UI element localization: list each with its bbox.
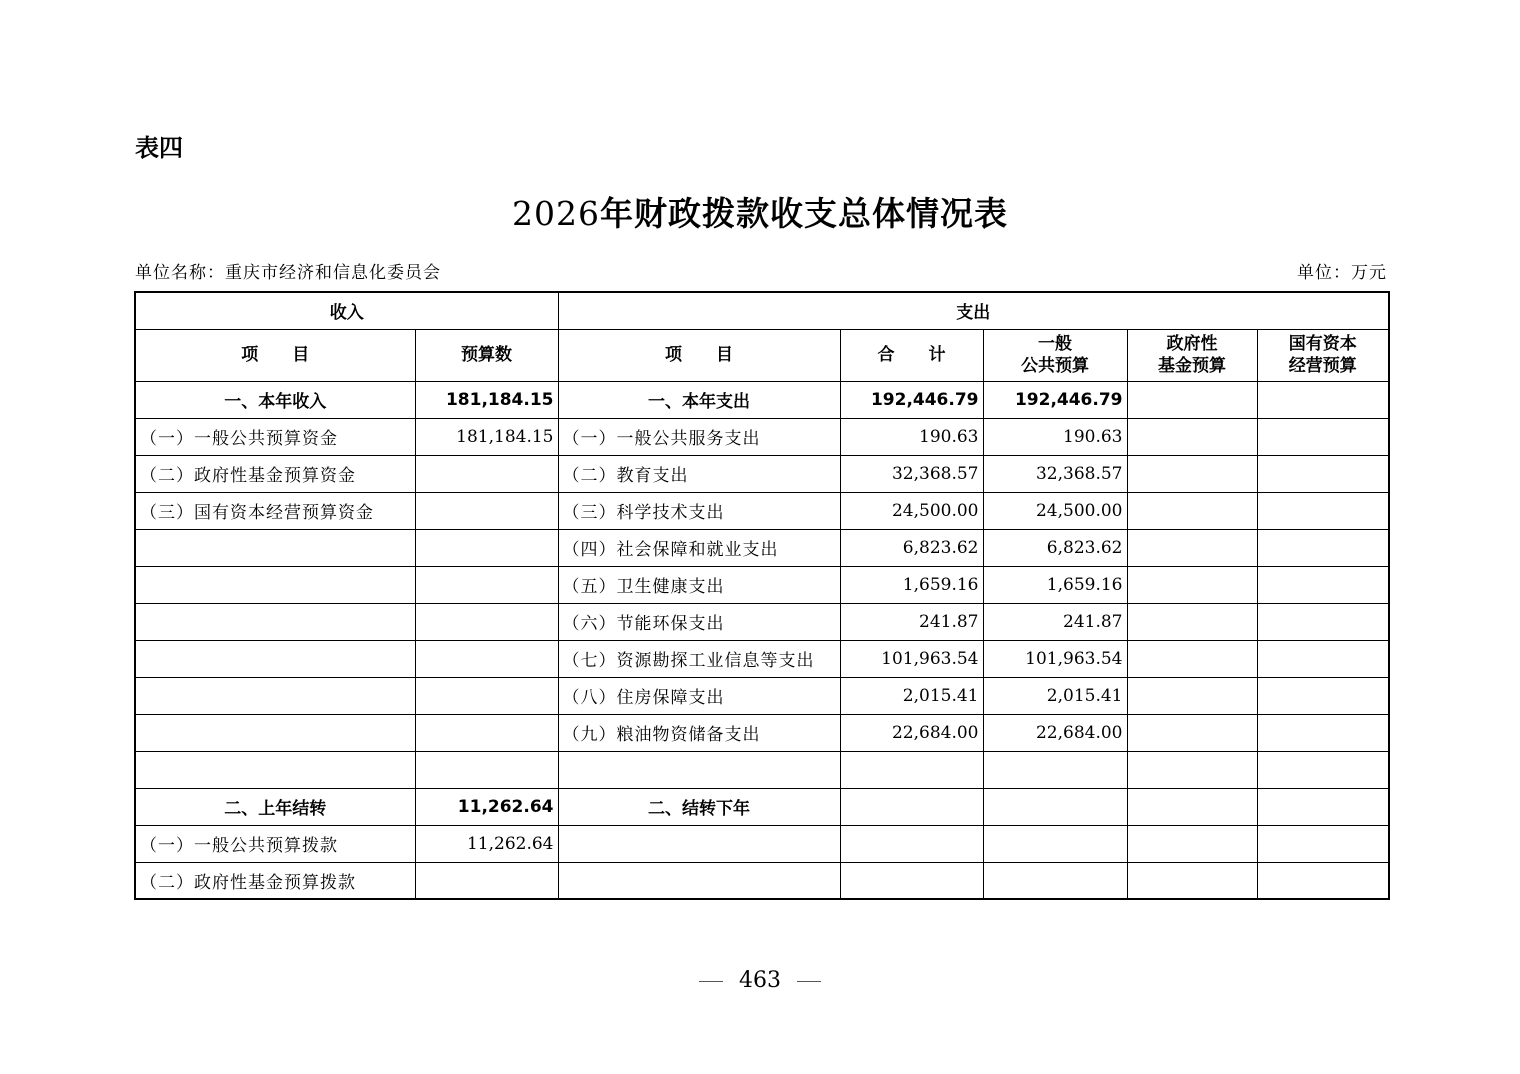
income-item — [135, 566, 415, 603]
expense-general: 32,368.57 — [983, 455, 1127, 492]
table-row — [135, 381, 1389, 418]
col-header-budget: 预算数 — [415, 329, 558, 381]
expense-fund — [1127, 529, 1257, 566]
expense-state — [1257, 492, 1389, 529]
expense-fund — [1127, 566, 1257, 603]
expense-state — [1257, 751, 1389, 788]
expense-total — [840, 788, 983, 825]
table-row — [135, 825, 1389, 862]
income-value: 181,184.15 — [415, 381, 558, 418]
income-value — [415, 640, 558, 677]
expense-general: 192,446.79 — [983, 381, 1127, 418]
income-item — [135, 640, 415, 677]
income-item: （一）一般公共预算资金 — [135, 418, 415, 455]
income-item: （三）国有资本经营预算资金 — [135, 492, 415, 529]
expense-item: （一）一般公共服务支出 — [558, 418, 840, 455]
expense-fund — [1127, 640, 1257, 677]
expense-item — [558, 862, 840, 899]
page-dash-left — [699, 981, 723, 982]
expense-state — [1257, 603, 1389, 640]
header-income: 收入 — [135, 292, 558, 329]
income-item: （二）政府性基金预算资金 — [135, 455, 415, 492]
income-value — [415, 603, 558, 640]
expense-state — [1257, 529, 1389, 566]
income-item — [135, 714, 415, 751]
page-number — [0, 968, 1520, 993]
expense-item: （九）粮油物资储备支出 — [558, 714, 840, 751]
expense-general: 190.63 — [983, 418, 1127, 455]
header-row-2 — [135, 329, 1389, 381]
expense-general — [983, 825, 1127, 862]
expense-fund — [1127, 788, 1257, 825]
table-row — [135, 455, 1389, 492]
income-item — [135, 751, 415, 788]
income-value — [415, 492, 558, 529]
expense-general — [983, 788, 1127, 825]
income-value — [415, 862, 558, 899]
expense-total: 241.87 — [840, 603, 983, 640]
expense-state — [1257, 640, 1389, 677]
col-header-state-line1: 国有资本 — [1288, 334, 1357, 354]
income-value — [415, 566, 558, 603]
header-row-1 — [135, 292, 1389, 329]
income-item: 一、本年收入 — [135, 381, 415, 418]
income-value — [415, 455, 558, 492]
expense-total: 22,684.00 — [840, 714, 983, 751]
table-label: 表四 — [135, 134, 183, 162]
expense-general: 24,500.00 — [983, 492, 1127, 529]
col-header-fund — [1127, 329, 1257, 381]
page-number-text: 463 — [739, 968, 781, 993]
expense-total — [840, 751, 983, 788]
page-dash-right — [797, 981, 821, 982]
expense-general — [983, 862, 1127, 899]
table-row — [135, 492, 1389, 529]
income-item — [135, 603, 415, 640]
expense-item: （五）卫生健康支出 — [558, 566, 840, 603]
income-item — [135, 677, 415, 714]
expense-item: 二、结转下年 — [558, 788, 840, 825]
expense-total: 190.63 — [840, 418, 983, 455]
expense-total — [840, 862, 983, 899]
expense-general: 2,015.41 — [983, 677, 1127, 714]
income-value: 181,184.15 — [415, 418, 558, 455]
table-row — [135, 862, 1389, 899]
income-value — [415, 751, 558, 788]
expense-total: 192,446.79 — [840, 381, 983, 418]
col-header-general-line2: 公共预算 — [1021, 356, 1089, 376]
expense-item: （四）社会保障和就业支出 — [558, 529, 840, 566]
expense-fund — [1127, 714, 1257, 751]
expense-general: 1,659.16 — [983, 566, 1127, 603]
expense-total: 32,368.57 — [840, 455, 983, 492]
expense-item — [558, 825, 840, 862]
expense-item: （二）教育支出 — [558, 455, 840, 492]
table-row — [135, 566, 1389, 603]
income-item: 二、上年结转 — [135, 788, 415, 825]
expense-fund — [1127, 825, 1257, 862]
col-header-state — [1257, 329, 1389, 381]
budget-table — [134, 291, 1390, 900]
expense-fund — [1127, 751, 1257, 788]
expense-item: （三）科学技术支出 — [558, 492, 840, 529]
expense-general: 22,684.00 — [983, 714, 1127, 751]
expense-total: 24,500.00 — [840, 492, 983, 529]
income-value — [415, 714, 558, 751]
table-row — [135, 529, 1389, 566]
expense-fund — [1127, 677, 1257, 714]
expense-total — [840, 825, 983, 862]
expense-item: （六）节能环保支出 — [558, 603, 840, 640]
expense-state — [1257, 714, 1389, 751]
expense-state — [1257, 862, 1389, 899]
col-header-fund-line2: 基金预算 — [1158, 356, 1226, 376]
table-row — [135, 788, 1389, 825]
table-row — [135, 714, 1389, 751]
table-row — [135, 418, 1389, 455]
currency-unit: 单位：万元 — [1297, 263, 1387, 283]
table-row — [135, 640, 1389, 677]
expense-item: （八）住房保障支出 — [558, 677, 840, 714]
col-header-item: 项 目 — [135, 329, 415, 381]
table-row — [135, 751, 1389, 788]
title-text: 年财政拨款收支总体情况表 — [599, 194, 1008, 233]
col-header-fund-line1: 政府性 — [1166, 334, 1218, 354]
income-item: （一）一般公共预算拨款 — [135, 825, 415, 862]
col-header-state-line2: 经营预算 — [1288, 356, 1357, 376]
expense-fund — [1127, 862, 1257, 899]
income-item: （二）政府性基金预算拨款 — [135, 862, 415, 899]
expense-state — [1257, 677, 1389, 714]
expense-item: （七）资源勘探工业信息等支出 — [558, 640, 840, 677]
expense-fund — [1127, 418, 1257, 455]
col-header-general-line1: 一般 — [1038, 334, 1072, 354]
expense-general — [983, 751, 1127, 788]
expense-fund — [1127, 492, 1257, 529]
expense-general: 6,823.62 — [983, 529, 1127, 566]
expense-total: 101,963.54 — [840, 640, 983, 677]
unit-name: 单位名称：重庆市经济和信息化委员会 — [135, 263, 441, 283]
page-title — [0, 188, 1520, 235]
expense-state — [1257, 418, 1389, 455]
col-header-item2: 项 目 — [558, 329, 840, 381]
expense-fund — [1127, 381, 1257, 418]
expense-general: 241.87 — [983, 603, 1127, 640]
income-value: 11,262.64 — [415, 788, 558, 825]
expense-state — [1257, 455, 1389, 492]
col-header-general — [983, 329, 1127, 381]
col-header-total: 合 计 — [840, 329, 983, 381]
expense-fund — [1127, 455, 1257, 492]
header-expense: 支出 — [558, 292, 1389, 329]
title-year: 2026 — [512, 194, 600, 233]
table-row — [135, 603, 1389, 640]
expense-state — [1257, 381, 1389, 418]
expense-fund — [1127, 603, 1257, 640]
expense-state — [1257, 825, 1389, 862]
expense-total: 2,015.41 — [840, 677, 983, 714]
expense-item: 一、本年支出 — [558, 381, 840, 418]
income-value — [415, 677, 558, 714]
income-value — [415, 529, 558, 566]
expense-state — [1257, 566, 1389, 603]
expense-state — [1257, 788, 1389, 825]
table-row — [135, 677, 1389, 714]
expense-total: 6,823.62 — [840, 529, 983, 566]
expense-item — [558, 751, 840, 788]
income-item — [135, 529, 415, 566]
expense-general: 101,963.54 — [983, 640, 1127, 677]
expense-total: 1,659.16 — [840, 566, 983, 603]
income-value: 11,262.64 — [415, 825, 558, 862]
